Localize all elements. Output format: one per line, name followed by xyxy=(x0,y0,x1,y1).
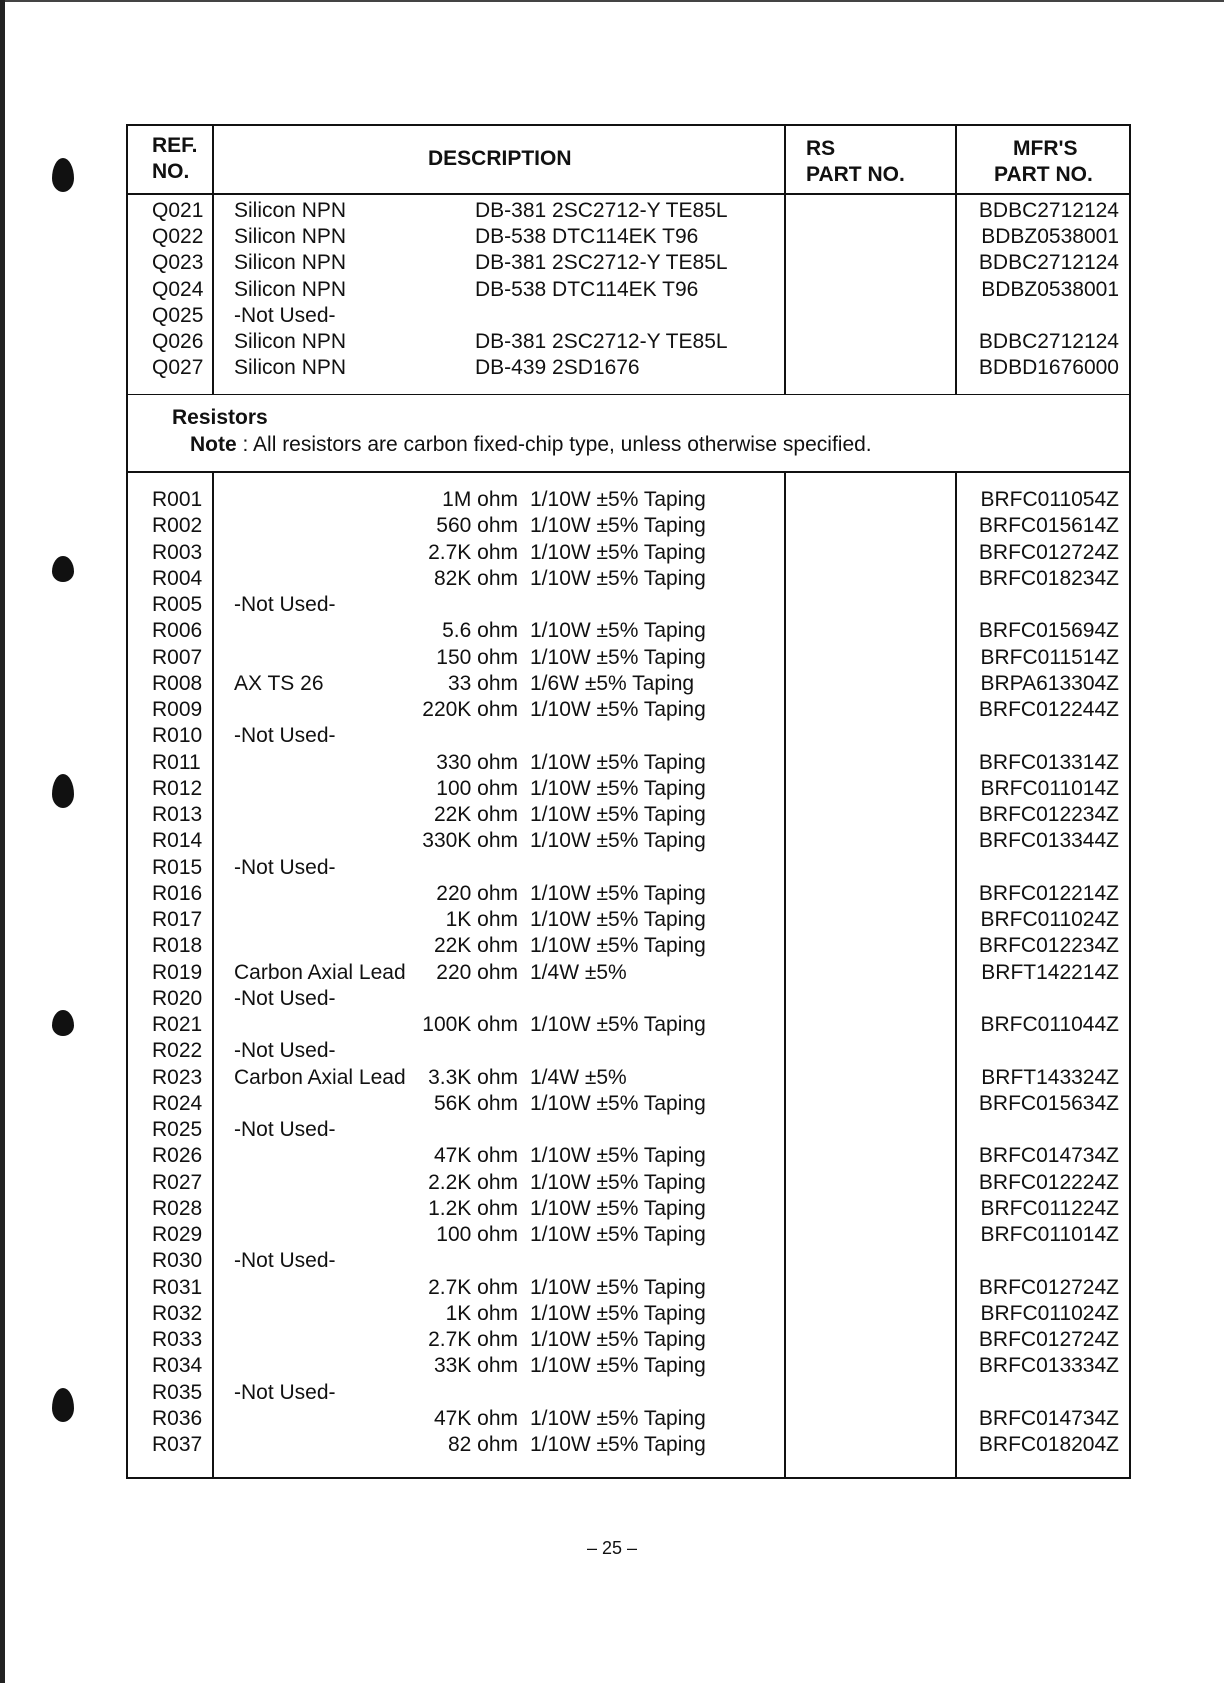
table-row xyxy=(128,1012,1129,1038)
ref-no: R006 xyxy=(152,619,203,643)
mfr-part-no: BRFC012724Z xyxy=(978,1275,1119,1299)
description-part: DB-381 2SC2712-Y TE85L xyxy=(475,251,728,275)
ref-no: R024 xyxy=(152,1091,203,1115)
table-row xyxy=(128,1117,1129,1143)
table-row xyxy=(128,540,1129,566)
table-row xyxy=(128,881,1129,907)
rating: 1/10W ±5% Taping xyxy=(530,488,706,511)
rating: 1/10W ±5% Taping xyxy=(530,1433,706,1456)
rating: 1/10W ±5% Taping xyxy=(530,1170,706,1194)
rating: 1/10W ±5% Taping xyxy=(530,881,706,905)
ref-no: R032 xyxy=(152,1301,203,1325)
rating: 1/10W ±5% Taping xyxy=(530,619,706,643)
rating: 1/10W ±5% Taping xyxy=(530,1091,706,1115)
ref-no: R020 xyxy=(152,986,203,1010)
resistance-value: 82K ohm xyxy=(433,566,518,590)
ref-no: R016 xyxy=(152,881,203,905)
ref-no: R001 xyxy=(152,488,203,511)
ref-no: Q025 xyxy=(152,303,204,327)
table-row xyxy=(128,1143,1129,1169)
resistance-value: 2.2K ohm xyxy=(428,1170,518,1194)
table-row xyxy=(128,1432,1129,1458)
rating: 1/10W ±5% Taping xyxy=(530,1013,706,1036)
resistance-value: 3.3K ohm xyxy=(428,1065,518,1089)
rating: 1/10W ±5% Taping xyxy=(530,750,706,774)
rating: 1/10W ±5% Taping xyxy=(530,803,706,826)
section-divider xyxy=(128,471,1129,473)
resistance-value: 330 ohm xyxy=(436,750,518,774)
table-row xyxy=(128,802,1129,828)
ref-no: Q023 xyxy=(152,251,204,275)
rating: 1/10W ±5% Taping xyxy=(530,908,706,931)
table-row xyxy=(128,697,1129,723)
rating: 1/10W ±5% Taping xyxy=(530,1223,706,1246)
resistance-value: 2.7K ohm xyxy=(428,1328,518,1351)
mfr-part-no: BRFC013344Z xyxy=(978,829,1119,853)
ref-no: R008 xyxy=(152,671,203,695)
ref-no: R010 xyxy=(152,724,203,748)
rating: 1/10W ±5% Taping xyxy=(530,1275,706,1299)
description-type: -Not Used- xyxy=(234,593,336,616)
mfr-part-no: BRFC012244Z xyxy=(978,698,1119,721)
ref-no: R037 xyxy=(152,1433,203,1456)
description-type: -Not Used- xyxy=(234,855,336,879)
resistance-value: 150 ohm xyxy=(436,645,518,669)
resistance-value: 2.7K ohm xyxy=(428,540,518,564)
resistance-value: 33 ohm xyxy=(447,671,518,695)
description-type: AX TS 26 xyxy=(234,671,324,695)
mfr-part-no: BRFC015694Z xyxy=(978,619,1119,643)
header-ref: REF. xyxy=(152,134,198,157)
table-row xyxy=(128,277,1129,303)
table-row xyxy=(128,1275,1129,1301)
ref-no: R015 xyxy=(152,855,203,879)
binding-hole-mark xyxy=(52,1388,74,1422)
table-row xyxy=(128,723,1129,749)
table-row xyxy=(128,1091,1129,1117)
rating: 1/10W ±5% Taping xyxy=(530,829,706,853)
description-type: Silicon NPN xyxy=(234,330,347,353)
resistance-value: 22K ohm xyxy=(433,803,518,826)
resistance-value: 220 ohm xyxy=(436,881,518,905)
rating: 1/10W ±5% Taping xyxy=(530,934,706,958)
description-type: Carbon Axial Lead xyxy=(234,1065,406,1089)
mfr-part-no: BRFC018204Z xyxy=(978,1433,1119,1456)
resistance-value: 22K ohm xyxy=(433,934,518,958)
table-row xyxy=(128,1170,1129,1196)
rating: 1/6W ±5% Taping xyxy=(530,671,695,695)
ref-no: R018 xyxy=(152,934,203,958)
table-row xyxy=(128,645,1129,671)
mfr-part-no: BRFC015634Z xyxy=(978,1091,1119,1115)
ref-no: Q026 xyxy=(152,330,204,353)
description-type: Silicon NPN xyxy=(234,356,347,380)
header-description: DESCRIPTION xyxy=(428,147,572,170)
mfr-part-no: BRFC012724Z xyxy=(978,1328,1119,1351)
rating: 1/10W ±5% Taping xyxy=(530,1354,706,1378)
mfr-part-no: BRFC011044Z xyxy=(980,1013,1119,1036)
description-type: Silicon NPN xyxy=(234,251,347,275)
ref-no: R033 xyxy=(152,1328,203,1351)
resistance-value: 33K ohm xyxy=(433,1354,518,1378)
mfr-part-no: BDBD1676000 xyxy=(978,356,1119,380)
ref-no: R009 xyxy=(152,698,203,721)
table-row xyxy=(128,1380,1129,1406)
table-row xyxy=(128,1406,1129,1432)
rating: 1/10W ±5% Taping xyxy=(530,514,706,538)
ref-no: R022 xyxy=(152,1039,203,1063)
rating: 1/10W ±5% Taping xyxy=(530,566,706,590)
mfr-part-no: BRFC013314Z xyxy=(978,750,1119,774)
resistance-value: 220K ohm xyxy=(422,698,518,721)
mfr-part-no: BDBC2712124 xyxy=(978,199,1119,222)
table-row xyxy=(128,329,1129,355)
mfr-part-no: BDBZ0538001 xyxy=(981,277,1119,301)
header-rs: RS xyxy=(806,137,836,160)
rating: 1/10W ±5% Taping xyxy=(530,1301,706,1325)
ref-no: R007 xyxy=(152,645,203,669)
note-label: Note xyxy=(190,433,237,456)
ref-no: R012 xyxy=(152,776,203,800)
ref-no: R030 xyxy=(152,1249,203,1273)
mfr-part-no: BRFC011514Z xyxy=(980,645,1119,669)
table-row xyxy=(128,986,1129,1012)
mfr-part-no: BRFC012224Z xyxy=(978,1170,1119,1194)
description-type: -Not Used- xyxy=(234,1039,336,1063)
table-row xyxy=(128,933,1129,959)
note-text: : All resistors are carbon fixed-chip type, unless otherwise specified. xyxy=(236,433,872,456)
mfr-part-no: BRFC011024Z xyxy=(980,908,1119,931)
resistance-value: 47K ohm xyxy=(433,1406,518,1430)
section-note xyxy=(190,433,872,457)
ref-no: R026 xyxy=(152,1144,203,1168)
mfr-part-no: BRFC012214Z xyxy=(978,881,1119,905)
description-type: Silicon NPN xyxy=(234,199,347,222)
table-row xyxy=(128,566,1129,592)
description-type: -Not Used- xyxy=(234,986,336,1010)
mfr-part-no: BRFC014734Z xyxy=(978,1406,1119,1430)
page-number: – 25 – xyxy=(586,1538,638,1558)
table-row xyxy=(128,487,1129,513)
scan-binding-edge xyxy=(0,0,5,1683)
description-part: DB-538 DTC114EK T96 xyxy=(475,277,699,301)
resistance-value: 100 ohm xyxy=(436,776,518,800)
rating: 1/10W ±5% Taping xyxy=(530,1406,706,1430)
binding-hole-mark xyxy=(52,774,74,808)
mfr-part-no: BRFC012234Z xyxy=(978,803,1119,826)
table-row xyxy=(128,355,1129,381)
resistance-value: 330K ohm xyxy=(422,829,518,853)
resistance-value: 2.7K ohm xyxy=(428,1275,518,1299)
binding-hole-mark xyxy=(52,556,74,582)
rating: 1/10W ±5% Taping xyxy=(530,540,706,564)
description-type: -Not Used- xyxy=(234,1249,336,1273)
resistance-value: 560 ohm xyxy=(436,514,518,538)
mfr-part-no: BRFC011014Z xyxy=(980,776,1119,800)
mfr-part-no: BRFC015614Z xyxy=(978,514,1119,538)
mfr-part-no: BRFC011024Z xyxy=(980,1301,1119,1325)
header-divider xyxy=(128,193,1129,195)
ref-no: R029 xyxy=(152,1223,203,1246)
ref-no: Q027 xyxy=(152,356,204,380)
mfr-part-no: BRFC013334Z xyxy=(978,1354,1119,1378)
ref-no: R028 xyxy=(152,1196,203,1220)
description-type: -Not Used- xyxy=(234,1118,336,1141)
ref-no: Q024 xyxy=(152,277,204,301)
mfr-part-no: BRFT142214Z xyxy=(981,960,1119,984)
table-row xyxy=(128,303,1129,329)
table-row xyxy=(128,1038,1129,1064)
table-row xyxy=(128,960,1129,986)
rating: 1/4W ±5% xyxy=(530,1065,627,1089)
table-row xyxy=(128,1196,1129,1222)
rating: 1/10W ±5% Taping xyxy=(530,1196,706,1220)
resistance-value: 1.2K ohm xyxy=(428,1196,518,1220)
ref-no: Q022 xyxy=(152,225,204,249)
header-rs-part-no: PART NO. xyxy=(806,163,905,186)
resistance-value: 1M ohm xyxy=(442,488,518,511)
ref-no: R002 xyxy=(152,514,203,538)
rating: 1/10W ±5% Taping xyxy=(530,776,706,800)
table-row xyxy=(128,198,1129,224)
scan-top-edge xyxy=(0,0,1224,2)
table-row xyxy=(128,855,1129,881)
description-part: DB-381 2SC2712-Y TE85L xyxy=(475,330,728,353)
rating: 1/10W ±5% Taping xyxy=(530,645,706,669)
description-type: -Not Used- xyxy=(234,1380,336,1404)
ref-no: R013 xyxy=(152,803,203,826)
table-row xyxy=(128,1301,1129,1327)
ref-no: R019 xyxy=(152,960,203,984)
mfr-part-no: BDBC2712124 xyxy=(978,251,1119,275)
table-row xyxy=(128,671,1129,697)
description-part: DB-381 2SC2712-Y TE85L xyxy=(475,199,728,222)
resistance-value: 1K ohm xyxy=(445,908,518,931)
table-row xyxy=(128,513,1129,539)
ref-no: R025 xyxy=(152,1118,203,1141)
mfr-part-no: BRFC012724Z xyxy=(978,540,1119,564)
mfr-part-no: BRFT143324Z xyxy=(981,1065,1119,1089)
description-type: Silicon NPN xyxy=(234,277,347,301)
ref-no: R011 xyxy=(152,750,201,774)
ref-no: R036 xyxy=(152,1406,203,1430)
resistance-value: 47K ohm xyxy=(433,1144,518,1168)
mfr-part-no: BDBZ0538001 xyxy=(981,225,1119,249)
resistance-value: 82 ohm xyxy=(447,1433,518,1456)
table-row xyxy=(128,907,1129,933)
ref-no: R035 xyxy=(152,1380,203,1404)
mfr-part-no: BRPA613304Z xyxy=(980,671,1119,695)
table-row xyxy=(128,828,1129,854)
table-row xyxy=(128,1065,1129,1091)
description-type: Carbon Axial Lead xyxy=(234,960,406,984)
table-row xyxy=(128,592,1129,618)
description-part: DB-538 DTC114EK T96 xyxy=(475,225,699,249)
resistance-value: 56K ohm xyxy=(433,1091,518,1115)
rating: 1/10W ±5% Taping xyxy=(530,698,706,721)
resistance-value: 5.6 ohm xyxy=(442,619,518,643)
mfr-part-no: BRFC011224Z xyxy=(980,1196,1119,1220)
description-type: Silicon NPN xyxy=(234,225,347,249)
table-row xyxy=(128,776,1129,802)
ref-no: R014 xyxy=(152,829,203,853)
binding-hole-mark xyxy=(52,158,74,192)
header-mfr-part-no: PART NO. xyxy=(994,163,1093,186)
binding-hole-mark xyxy=(52,1010,74,1036)
mfr-part-no: BDBC2712124 xyxy=(978,330,1119,353)
rating: 1/4W ±5% xyxy=(530,960,627,984)
description-type: -Not Used- xyxy=(234,724,336,748)
ref-no: R004 xyxy=(152,566,203,590)
mfr-part-no: BRFC011054Z xyxy=(980,488,1119,511)
resistance-value: 100K ohm xyxy=(422,1013,518,1036)
ref-no: R027 xyxy=(152,1170,203,1194)
ref-no: R021 xyxy=(152,1013,203,1036)
ref-no: R031 xyxy=(152,1275,203,1299)
table-row xyxy=(128,250,1129,276)
mfr-part-no: BRFC018234Z xyxy=(978,566,1119,590)
ref-no: R023 xyxy=(152,1065,203,1089)
ref-no: R017 xyxy=(152,908,203,931)
section-title: Resistors xyxy=(172,406,268,429)
ref-no: R003 xyxy=(152,540,203,564)
table-row xyxy=(128,1353,1129,1379)
table-row xyxy=(128,1248,1129,1274)
header-mfr: MFR'S xyxy=(1013,137,1078,160)
parts-list-table xyxy=(126,124,1131,1479)
resistance-value: 220 ohm xyxy=(436,960,518,984)
ref-no: R005 xyxy=(152,593,203,616)
description-type: -Not Used- xyxy=(234,303,336,327)
table-row xyxy=(128,618,1129,644)
mfr-part-no: BRFC011014Z xyxy=(980,1223,1119,1246)
header-no: NO. xyxy=(152,160,190,183)
resistance-value: 1K ohm xyxy=(445,1301,518,1325)
ref-no: Q021 xyxy=(152,199,204,222)
table-row xyxy=(128,750,1129,776)
mfr-part-no: BRFC014734Z xyxy=(978,1144,1119,1168)
resistance-value: 100 ohm xyxy=(436,1223,518,1246)
description-part: DB-439 2SD1676 xyxy=(475,356,640,380)
mfr-part-no: BRFC012234Z xyxy=(978,934,1119,958)
rating: 1/10W ±5% Taping xyxy=(530,1328,706,1351)
table-row xyxy=(128,224,1129,250)
ref-no: R034 xyxy=(152,1354,203,1378)
rating: 1/10W ±5% Taping xyxy=(530,1144,706,1168)
table-row xyxy=(128,1222,1129,1248)
table-row xyxy=(128,1327,1129,1353)
